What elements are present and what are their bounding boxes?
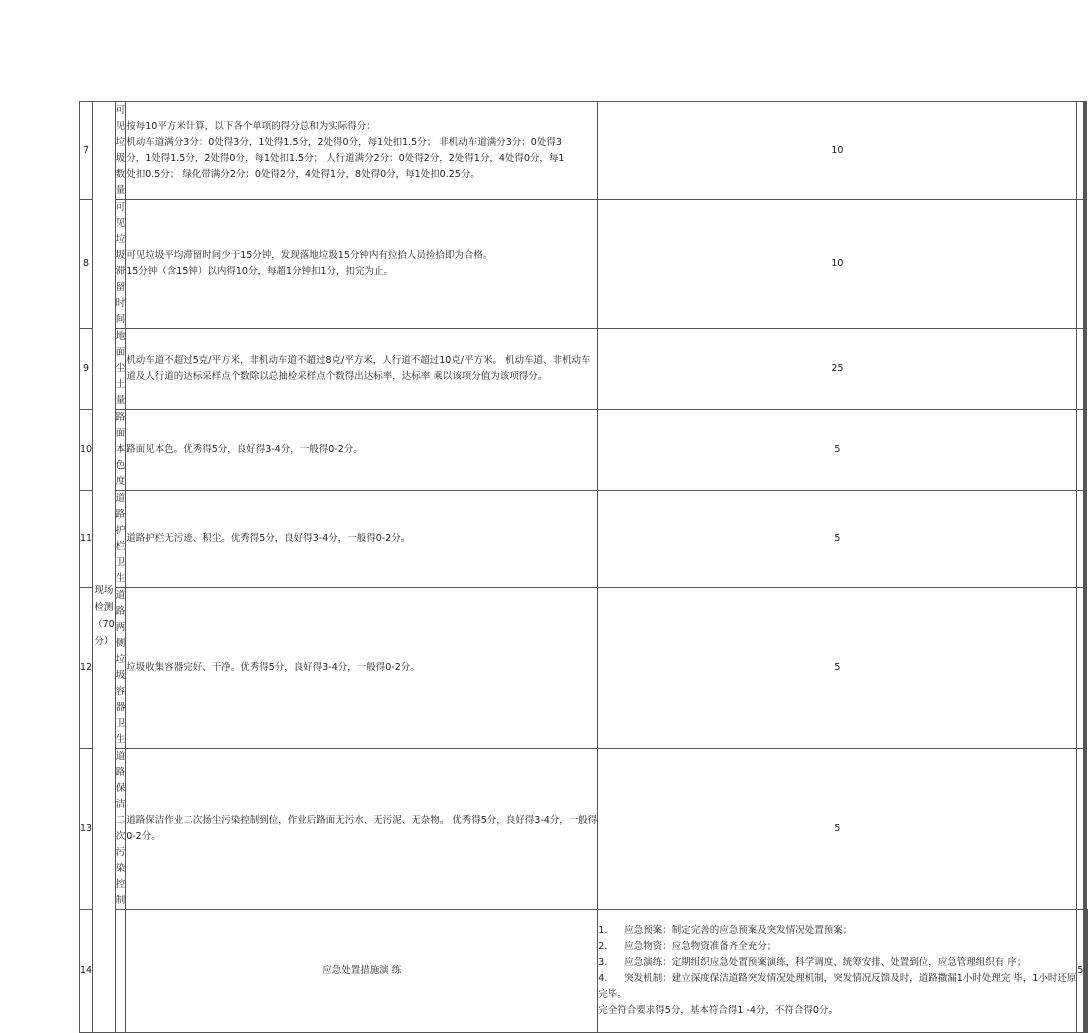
standard-line: 0-2分。 xyxy=(126,831,161,842)
standard-line: 15分钟（含15钟）以内得10分，每超1分钟扣1分，扣完为止。 xyxy=(126,266,394,277)
row-number: 10 xyxy=(80,410,93,491)
table-row xyxy=(80,329,1088,410)
row-number: 7 xyxy=(80,102,93,200)
item-name: 可见垃圾数量 xyxy=(115,102,126,200)
standard-list-item xyxy=(598,939,1076,955)
score-value: 5 xyxy=(598,588,1077,749)
table-row xyxy=(80,749,1088,910)
item-name: 地面尘土量 xyxy=(115,329,126,410)
standard-line: 完全符合要求得5分，基本符合得1 -4分，不符合得0分。 xyxy=(598,1005,838,1016)
row-number: 11 xyxy=(80,491,93,588)
empty-cell xyxy=(1077,491,1084,588)
empty-cell xyxy=(1077,102,1084,200)
standard-text xyxy=(126,102,598,200)
row-number: 14 xyxy=(80,910,93,1033)
list-number: 1. xyxy=(598,925,608,936)
standard-text xyxy=(126,410,598,491)
table-row xyxy=(80,588,1088,749)
table-row xyxy=(80,102,1088,200)
empty-cell xyxy=(1086,410,1087,491)
table-row xyxy=(80,200,1088,329)
standard-text xyxy=(126,749,598,910)
category-cell xyxy=(93,200,116,1033)
empty-cell xyxy=(1086,200,1087,329)
table-row xyxy=(80,491,1088,588)
item-name: 可见垃圾滞留 时间 xyxy=(115,200,126,329)
empty-cell xyxy=(1086,749,1087,910)
row-number: 12 xyxy=(80,588,93,749)
row-number: 13 xyxy=(80,749,93,910)
empty-cell xyxy=(1077,329,1084,410)
empty-cell xyxy=(1086,102,1087,200)
category-line: 现场 xyxy=(94,584,114,596)
category-cell-top xyxy=(93,102,116,200)
item-name: 道路保洁二次 污染控制 xyxy=(115,749,126,910)
standard-list-item xyxy=(598,923,1076,939)
empty-cell xyxy=(1077,200,1084,329)
empty-cell xyxy=(1077,588,1084,749)
list-text: 应急演练：定期组织应急处置预案演练，科学调度、统筹安排、处置到位，应急管理组织有 序； xyxy=(624,957,1027,968)
list-text: 应急预案：制定完善的应急预案及突发情况处置预案； xyxy=(624,925,853,936)
list-number: 3. xyxy=(598,957,608,968)
row-number: 9 xyxy=(80,329,93,410)
standard-text xyxy=(598,910,1077,1033)
standard-line: 机动车道满分3分：0处得3分，1处得1.5分，2处得0分，每1处扣1.5分； 非机动车道满分3分：0处得3 xyxy=(126,136,562,148)
empty-cell xyxy=(1086,329,1087,410)
item-name: 路面本色度 xyxy=(115,410,126,491)
item-name: 应急处置措施演 练 xyxy=(126,910,598,1033)
standard-line: 机动车道不超过5克/平方米，非机动车道不超过8克/平方米，人行道不超过10克/平方米。 机动车道、非机动车 xyxy=(126,355,591,366)
standard-text xyxy=(126,491,598,588)
standard-text xyxy=(126,200,598,329)
score-value: 5 xyxy=(1077,910,1084,1033)
standard-text xyxy=(126,329,598,410)
score-value: 5 xyxy=(598,749,1077,910)
standard-line: 路面见本色。优秀得5分，良好得3-4分，一般得0-2分。 xyxy=(126,444,363,455)
evaluation-table xyxy=(79,101,1088,1033)
standard-line: 道路保洁作业二次扬尘污染控制到位，作业后路面无污水、无污泥、无杂物。 优秀得5分，良好得3-4分，一般得 xyxy=(126,815,598,826)
score-value: 5 xyxy=(598,410,1077,491)
score-value: 5 xyxy=(598,491,1077,588)
standard-line: 分，1处得1.5分，2处得0分，每1处扣1.5分； 人行道满分2分：0处得2分，2处得1分，4处得0分，每1 xyxy=(126,152,565,164)
item-name: 道路护栏卫生 xyxy=(115,491,126,588)
category-line: 检测 xyxy=(94,601,114,613)
row-number: 8 xyxy=(80,200,93,329)
category-line: 分） xyxy=(94,635,114,647)
standard-list-item xyxy=(598,955,1076,971)
category-line: （70 xyxy=(93,618,115,630)
list-text: 应急物资：应急物资准备齐全充分； xyxy=(624,941,777,952)
item-name: 道路两侧垃圾 容器卫生 xyxy=(115,588,126,749)
standard-line: 处扣0.5分； 绿化带满分2分：0处得2分，4处得1分，8处得0分，每1处扣0.25分。 xyxy=(126,168,480,180)
list-text: 突发机制：建立深度保洁道路突发情况处理机制，突发情况反馈及时，道路撒漏1小时处理完 毕，1小时还原 xyxy=(624,973,1077,984)
category-cell-bottom xyxy=(115,910,126,1033)
score-value: 25 xyxy=(598,329,1077,410)
list-number: 2. xyxy=(598,941,608,952)
empty-cell xyxy=(1086,491,1087,588)
empty-cell xyxy=(1086,588,1087,749)
standard-line: 按每10平方米计算，以下各个单项的得分总和为实际得分： xyxy=(126,120,376,132)
table-row xyxy=(80,910,1088,1033)
standard-line: 道路护栏无污迹、积尘。优秀得5分，良好得3-4分，一般得0-2分。 xyxy=(126,533,411,544)
empty-cell xyxy=(1077,749,1084,910)
standard-line: 道及人行道的达标采样点个数除以总抽检采样点个数得出达标率，达标率 乘以该项分值为该项得分。 xyxy=(126,371,548,382)
table-row xyxy=(80,410,1088,491)
standard-text xyxy=(126,588,598,749)
standard-line: 完毕。 xyxy=(598,989,627,1000)
standard-line: 垃圾收集容器完好、干净。优秀得5分，良好得3-4分，一般得0-2分。 xyxy=(126,662,420,673)
empty-cell xyxy=(1077,410,1084,491)
list-number: 4. xyxy=(598,973,608,984)
standard-list-item xyxy=(598,971,1076,987)
score-value: 10 xyxy=(598,200,1077,329)
standard-line: 可见垃圾平均滞留时间少于15分钟，发现落地垃圾15分钟内有拉拾人员捡拾即为合格。 xyxy=(126,250,493,261)
score-value: 10 xyxy=(598,102,1077,200)
